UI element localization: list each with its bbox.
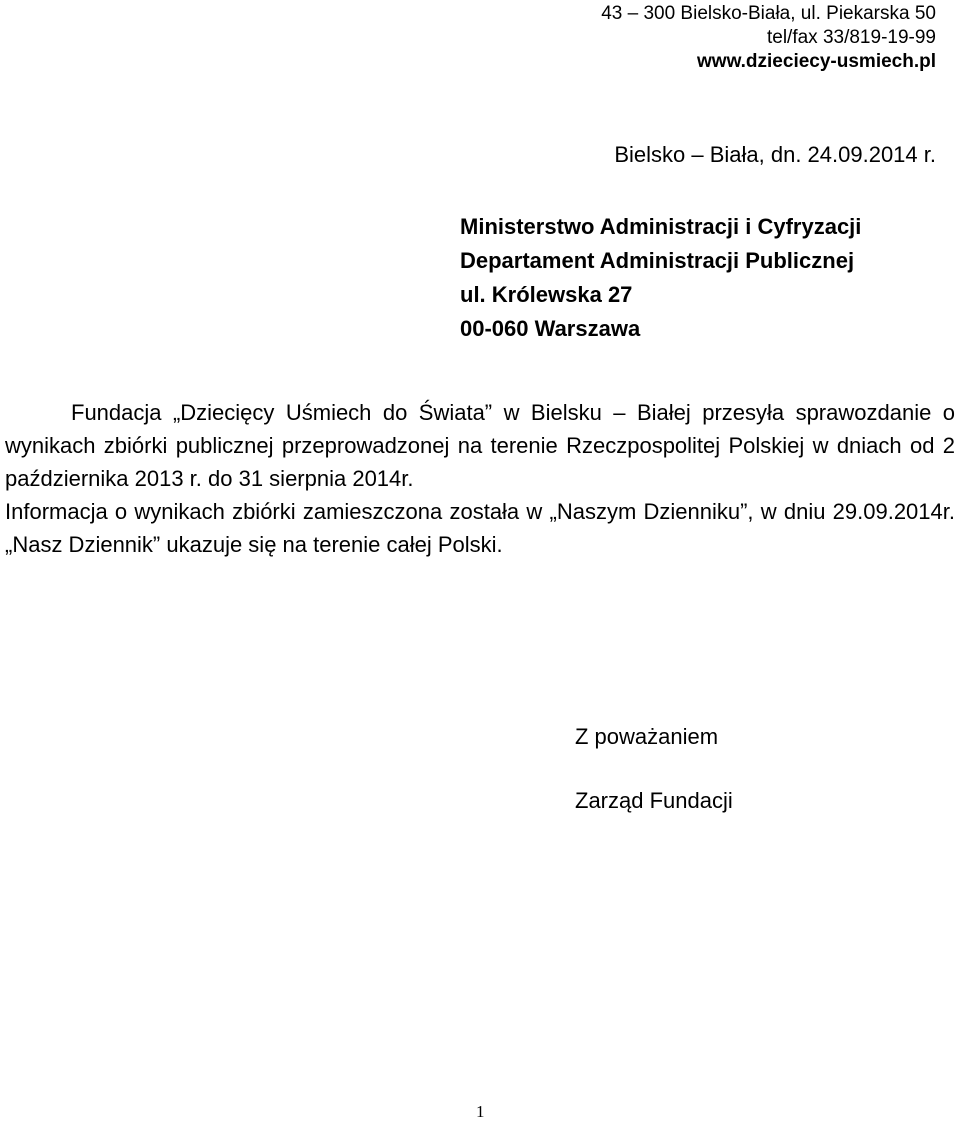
page-number: 1: [476, 1102, 485, 1121]
body-paragraph-1: Fundacja „Dziecięcy Uśmiech do Świata” w Bielsku – Białej przesyła sprawozdanie o wynikach zbiórki publicznej przeprowadzonej na terenie Rzeczpospolitej Polskiej w dniach od 2 października 2013 r. do 31 sierpnia 2014r.: [5, 400, 955, 491]
recipient-line-4: 00-060 Warszawa: [460, 316, 641, 341]
signature-block: [575, 705, 733, 833]
recipient-line-3: ul. Królewska 27: [460, 282, 633, 307]
recipient-line-1: Ministerstwo Administracji i Cyfryzacji: [460, 214, 862, 239]
body-paragraph-2: Informacja o wynikach zbiórki zamieszczona została w „Naszym Dzienniku”, w dniu 29.09.2014r. „Nasz Dziennik” ukazuje się na terenie całej Polski.: [5, 499, 955, 557]
closing-phrase: Z poważaniem: [575, 724, 719, 749]
sender-website: www.dzieciecy-usmiech.pl: [697, 51, 936, 72]
recipient-line-2: Departament Administracji Publicznej: [460, 248, 855, 273]
sender-block: [601, 2, 936, 74]
letter-date: Bielsko – Biała, dn. 24.09.2014 r.: [614, 142, 936, 167]
sender-address: 43 – 300 Bielsko-Biała, ul. Piekarska 50: [601, 3, 936, 24]
sender-phone: tel/fax 33/819-19-99: [766, 27, 936, 48]
letter-body: [5, 396, 955, 561]
recipient-block: [460, 210, 861, 346]
signatory: Zarząd Fundacji: [575, 788, 733, 813]
